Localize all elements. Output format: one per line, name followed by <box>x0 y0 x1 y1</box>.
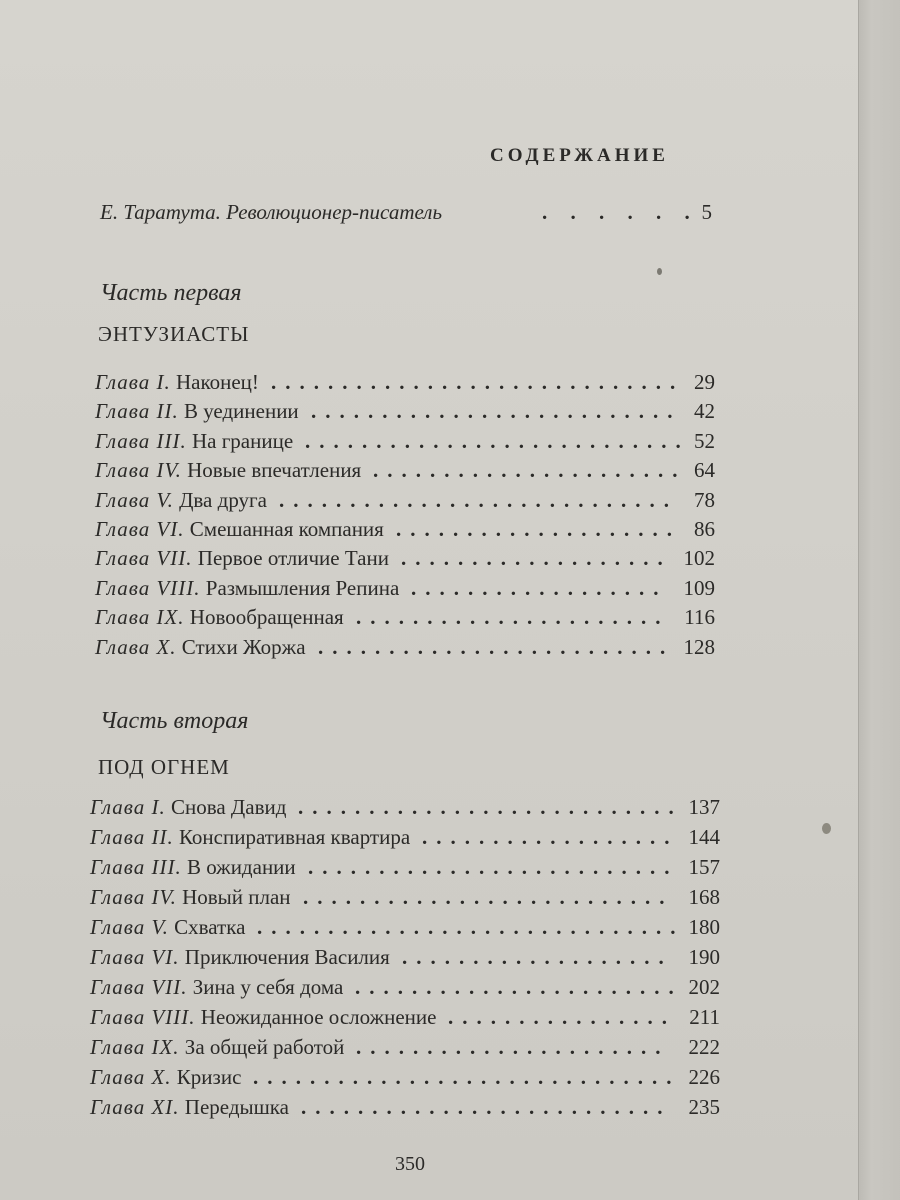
chapter-label: Глава IX. <box>90 1035 180 1059</box>
leader-dots: ........................... <box>298 795 683 819</box>
chapter-label: Глава III. <box>90 855 182 879</box>
toc-entry <box>0 855 900 883</box>
chapter-label: Глава I. <box>90 795 166 819</box>
toc-entry <box>0 915 900 943</box>
toc-entry <box>0 825 900 853</box>
chapter-label: Глава I. <box>95 370 171 394</box>
intro-title: Революционер-писатель <box>226 200 442 224</box>
chapter-title: Стихи Жоржа <box>181 634 306 659</box>
part1-title: Часть первая <box>100 280 242 306</box>
chapter-page: 128 <box>683 634 715 659</box>
chapter-label: Глава IV. <box>90 885 177 909</box>
chapter-label: Глава VI. <box>95 517 185 541</box>
chapter-page: 144 <box>688 825 720 849</box>
chapter-title: Новообращенная <box>189 605 344 630</box>
chapter-label: Глава IV. <box>95 458 182 483</box>
chapter-page: 157 <box>688 855 720 879</box>
chapter-title: В ожидании <box>186 855 296 879</box>
chapter-title: Размышления Репина <box>205 575 400 600</box>
leader-dots: ......................... <box>318 634 675 659</box>
chapter-title: Неожиданное осложнение <box>200 1005 437 1029</box>
chapter-title: Новый план <box>182 885 291 909</box>
chapter-label: Глава V. <box>95 487 174 512</box>
chapter-label: Глава VIII. <box>90 1005 196 1029</box>
leader-dots: ...................... <box>356 1035 670 1059</box>
toc-entry <box>0 945 900 973</box>
chapter-title: Наконец! <box>175 370 259 394</box>
chapter-label: Глава II. <box>90 825 174 849</box>
leader-dots: .............................. <box>257 915 685 939</box>
leader-dots: .......................... <box>311 399 682 424</box>
toc-entry <box>0 1035 900 1063</box>
chapter-page: 180 <box>688 915 720 939</box>
chapter-title: Два друга <box>179 487 267 512</box>
chapter-page: 86 <box>694 517 715 541</box>
chapter-page: 137 <box>688 795 720 819</box>
intro-page: 5 <box>701 200 712 224</box>
intro-entry <box>0 200 900 228</box>
toc-entry <box>0 576 900 604</box>
part2-subtitle: ПОД ОГНЕМ <box>98 755 230 779</box>
chapter-title: Приключения Василия <box>184 945 390 969</box>
leader-dots: ............................. <box>271 370 685 394</box>
leader-dots: .................. <box>411 575 668 600</box>
chapter-title: Первое отличие Тани <box>197 546 389 571</box>
toc-entry <box>0 795 900 823</box>
chapter-title: В уединении <box>183 399 299 424</box>
chapter-page: 109 <box>683 575 715 600</box>
toc-entry <box>0 885 900 913</box>
part2-title: Часть вторая <box>100 708 249 734</box>
chapter-page: 202 <box>688 975 720 999</box>
chapter-label: Глава VII. <box>90 975 188 999</box>
chapter-page: 42 <box>694 399 715 424</box>
toc-entry <box>0 1065 900 1093</box>
chapter-page: 211 <box>689 1005 720 1029</box>
leader-dots: ...................... <box>373 458 687 483</box>
toc-entry <box>0 635 900 663</box>
chapter-label: Глава VIII. <box>95 575 201 600</box>
toc-entry <box>0 546 900 574</box>
chapter-title: На границе <box>191 428 294 453</box>
chapter-page: 64 <box>694 458 715 483</box>
chapter-page: 116 <box>684 605 715 630</box>
chapter-label: Глава VI. <box>90 945 180 969</box>
toc-entry <box>0 1005 900 1033</box>
chapter-title: Новые впечатления <box>187 458 362 483</box>
leader-dots: ...................... <box>356 605 670 630</box>
chapter-label: Глава X. <box>95 634 177 659</box>
chapter-label: Глава VII. <box>95 546 193 571</box>
chapter-page: 226 <box>688 1065 720 1089</box>
toc-entry <box>0 488 900 516</box>
leader-dots: .................... <box>396 517 681 541</box>
chapter-page: 222 <box>688 1035 720 1059</box>
chapter-page: 168 <box>688 885 720 909</box>
leader-dots: ............................ <box>279 487 678 512</box>
chapter-page: 78 <box>694 487 715 512</box>
part1-subtitle: ЭНТУЗИАСТЫ <box>98 322 250 346</box>
toc-entry <box>0 975 900 1003</box>
leader-dots: . . . . . . <box>542 200 699 224</box>
leader-dots: ................... <box>402 945 673 969</box>
leader-dots: .......................... <box>301 1095 672 1119</box>
toc-entry <box>0 517 900 545</box>
chapter-label: Глава XI. <box>90 1095 180 1119</box>
toc-entry <box>0 370 900 398</box>
chapter-label: Глава X. <box>90 1065 172 1089</box>
leader-dots: .................. <box>422 825 679 849</box>
leader-dots: ................... <box>401 546 672 571</box>
leader-dots: .......................... <box>308 855 679 879</box>
chapter-page: 190 <box>688 945 720 969</box>
chapter-title: Снова Давид <box>170 795 287 819</box>
paper-speck <box>657 268 662 275</box>
chapter-page: 102 <box>683 546 715 571</box>
chapter-label: Глава V. <box>90 915 169 939</box>
toc-entry <box>0 458 900 486</box>
chapter-label: Глава IX. <box>95 605 185 630</box>
chapter-title: Схватка <box>174 915 246 939</box>
chapter-page: 52 <box>694 428 715 453</box>
chapter-page: 29 <box>694 370 715 394</box>
chapter-label: Глава III. <box>95 428 187 453</box>
chapter-title: Передышка <box>184 1095 289 1119</box>
toc-heading: СОДЕРЖАНИЕ <box>490 145 669 166</box>
chapter-label: Глава II. <box>95 399 179 424</box>
intro-author: Е. Таратута. <box>100 200 221 224</box>
leader-dots: .......................... <box>303 885 674 909</box>
toc-entry <box>0 399 900 427</box>
chapter-title: Конспиративная квартира <box>178 825 411 849</box>
chapter-title: Кризис <box>176 1065 242 1089</box>
leader-dots: .............................. <box>253 1065 681 1089</box>
chapter-title: Зина у себя дома <box>192 975 344 999</box>
chapter-page: 235 <box>688 1095 720 1119</box>
page-number: 350 <box>395 1153 425 1175</box>
chapter-title: За общей работой <box>184 1035 345 1059</box>
toc-entry <box>0 429 900 457</box>
toc-entry <box>0 605 900 633</box>
leader-dots: ................ <box>448 1005 676 1029</box>
leader-dots: ....................... <box>355 975 683 999</box>
chapter-title: Смешанная компания <box>189 517 384 541</box>
leader-dots: ........................... <box>305 428 690 453</box>
toc-entry <box>0 1095 900 1123</box>
